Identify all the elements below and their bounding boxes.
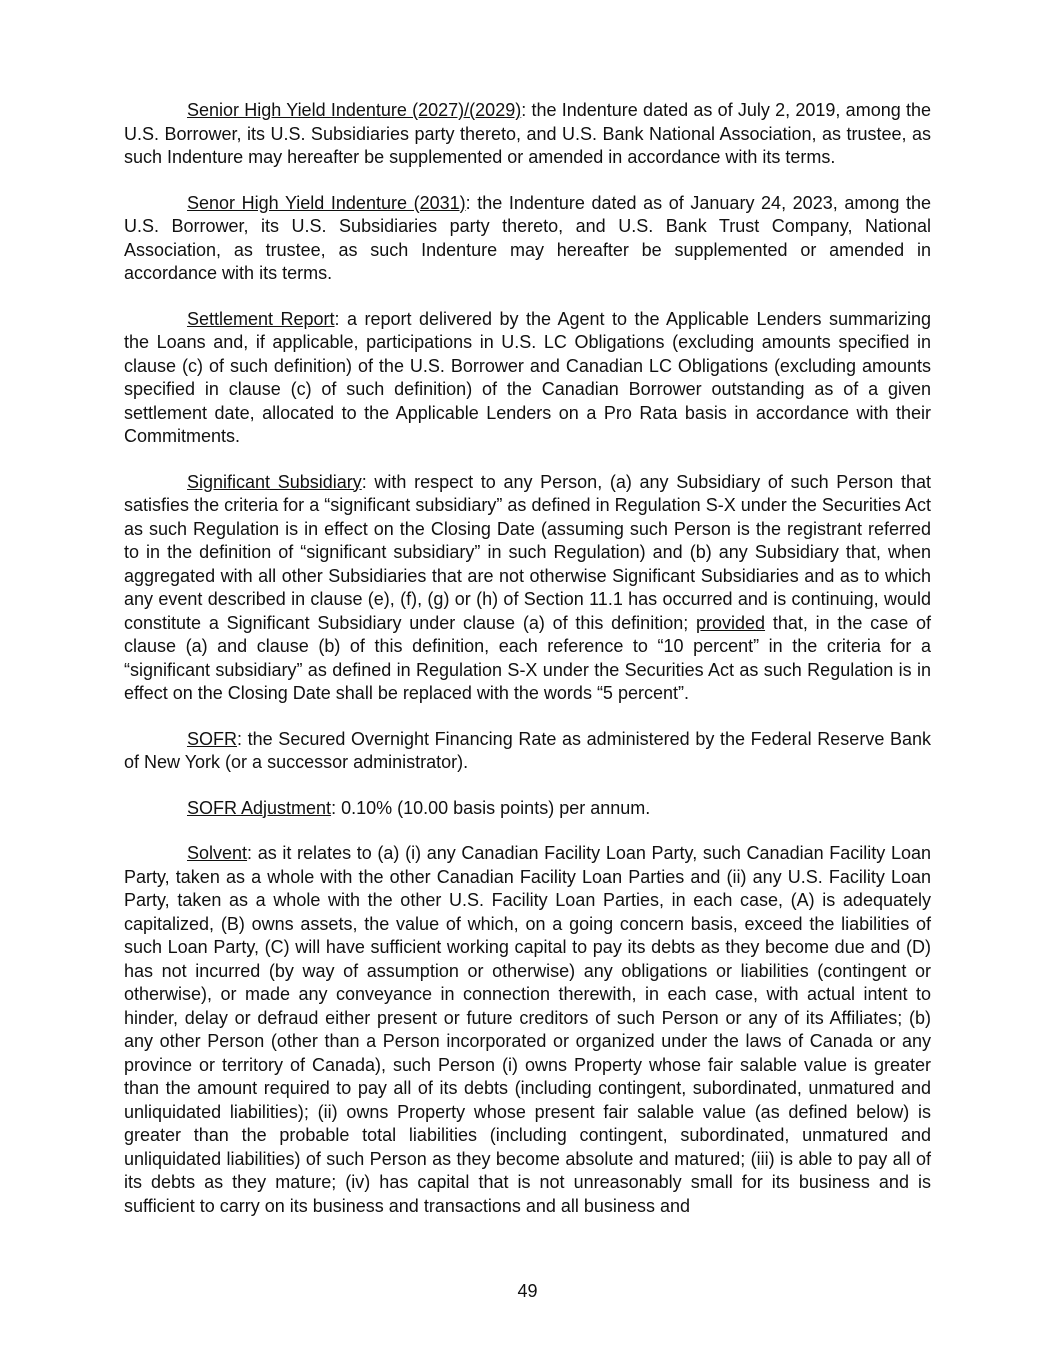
definition-significant-subsidiary: [124, 471, 931, 706]
definition-text: : a report delivered by the Agent to the Applicable Lenders summarizing the Loans and, if applicable, participations in U.S. LC Obligations (excluding amounts specified in clause (c) of such definition) of the U.S. Borrower and Canadian LC Obligations (excluding amounts specified in clause (c) of such definition) of the Canadian Borrower outstanding as of a given settlement date, allocated to the Applicable Lenders on a Pro Rata basis in accordance with their Commitments.: [124, 308, 931, 446]
definition-text: : with respect to any Person, (a) any Subsidiary of such Person that satisfies the criteria for a “significant subsidiary” as defined in Regulation S-X under the Securities Act as such Regulation is in effect on the Closing Date (assuming such Person is the registrant referred to in the definition of “significant subsidiary” in such Regulation) and (b) any Subsidiary that, when aggregated with all other Subsidiaries that are not otherwise Significant Subsidiaries and as to which any event described in clause (e), (f), (g) or (h) of Section 11.1 has occurred and is continuing, would constitute a Significant Subsidiary under clause (a) of this definition;: [124, 471, 931, 633]
definition-solvent: [124, 842, 931, 1218]
definition-text-continued: that, in the case of clause (a) and clause (b) of this definition, each reference to “10 percent” in the criteria for a “significant subsidiary” as defined in Regulation S-X under the Securities Act as such Regulation is in effect on the Closing Date shall be replaced with the words “5 percent”.: [124, 612, 931, 703]
definition-text: : as it relates to (a) (i) any Canadian Facility Loan Party, such Canadian Facility Loan Party, taken as a whole with the other Canadian Facility Loan Parties and (ii) any U.S. Facility Loan Party, taken as a whole with the other U.S. Facility Loan Parties, in each case, (A) is adequately capitalized, (B) owns assets, the value of which, on a going concern basis, exceed the liabilities of such Loan Party, (C) will have sufficient working capital to pay its debts as they become due and (D) has not incurred (by way of assumption or otherwise) any obligations or liabilities (contingent or otherwise), or made any conveyance in connection therewith, in each case, with actual intent to hinder, delay or defraud either present or future creditors of such Person or any of its Affiliates; (b) any other Person (other than a Person incorporated or organized under the laws of Canada or any province or territory of Canada), such Person (i) owns Property whose fair salable value is greater than the amount required to pay all of its debts (including contingent, subordinated, unmatured and unliquidated liabilities); (ii) owns Property whose present fair salable value (as defined below) is greater than the probable total liabilities (including contingent, subordinated, unmatured and unliquidated liabilities) of such Person as they become absolute and matured; (iii) is able to pay all of its debts as they mature; (iv) has capital that is not unreasonably small for its business and is sufficient to carry on its business and transactions and all business and: [124, 843, 931, 1216]
definition-senior-high-yield-indenture-2027-2029: [124, 99, 931, 170]
defined-term: Senior High Yield Indenture (2027)/(2029): [187, 100, 522, 120]
defined-term: Settlement Report: [187, 308, 335, 329]
definition-text: : 0.10% (10.00 basis points) per annum.: [331, 797, 651, 818]
defined-term: Senor High Yield Indenture (2031): [187, 192, 466, 213]
definition-sofr: [124, 728, 931, 775]
defined-term: SOFR Adjustment: [187, 797, 332, 818]
defined-term: Significant Subsidiary: [187, 471, 362, 492]
definition-sofr-adjustment: [124, 797, 931, 821]
definition-settlement-report: [124, 308, 931, 449]
page-number: 49: [517, 1281, 538, 1301]
defined-term: Solvent: [187, 843, 248, 863]
definition-text: : the Indenture dated as of January 24, 2023, among the U.S. Borrower, its U.S. Subsidiaries party thereto, and U.S. Bank Trust Company, National Association, as trustee, as such Indenture may hereafter be supplemented or amended in accordance with its terms.: [124, 192, 931, 283]
definition-text: : the Secured Overnight Financing Rate as administered by the Federal Reserve Bank of New York (or a successor administrator).: [124, 728, 931, 772]
proviso-keyword: provided: [696, 612, 766, 633]
document-page: [124, 99, 931, 1240]
definition-text: : the Indenture dated as of July 2, 2019, among the U.S. Borrower, its U.S. Subsidiaries party thereto, and U.S. Bank National Association, as trustee, as such Indenture may hereafter be supplemented or amended in accordance with its terms.: [124, 100, 931, 167]
defined-term: SOFR: [187, 728, 238, 749]
definition-senor-high-yield-indenture-2031: [124, 192, 931, 286]
